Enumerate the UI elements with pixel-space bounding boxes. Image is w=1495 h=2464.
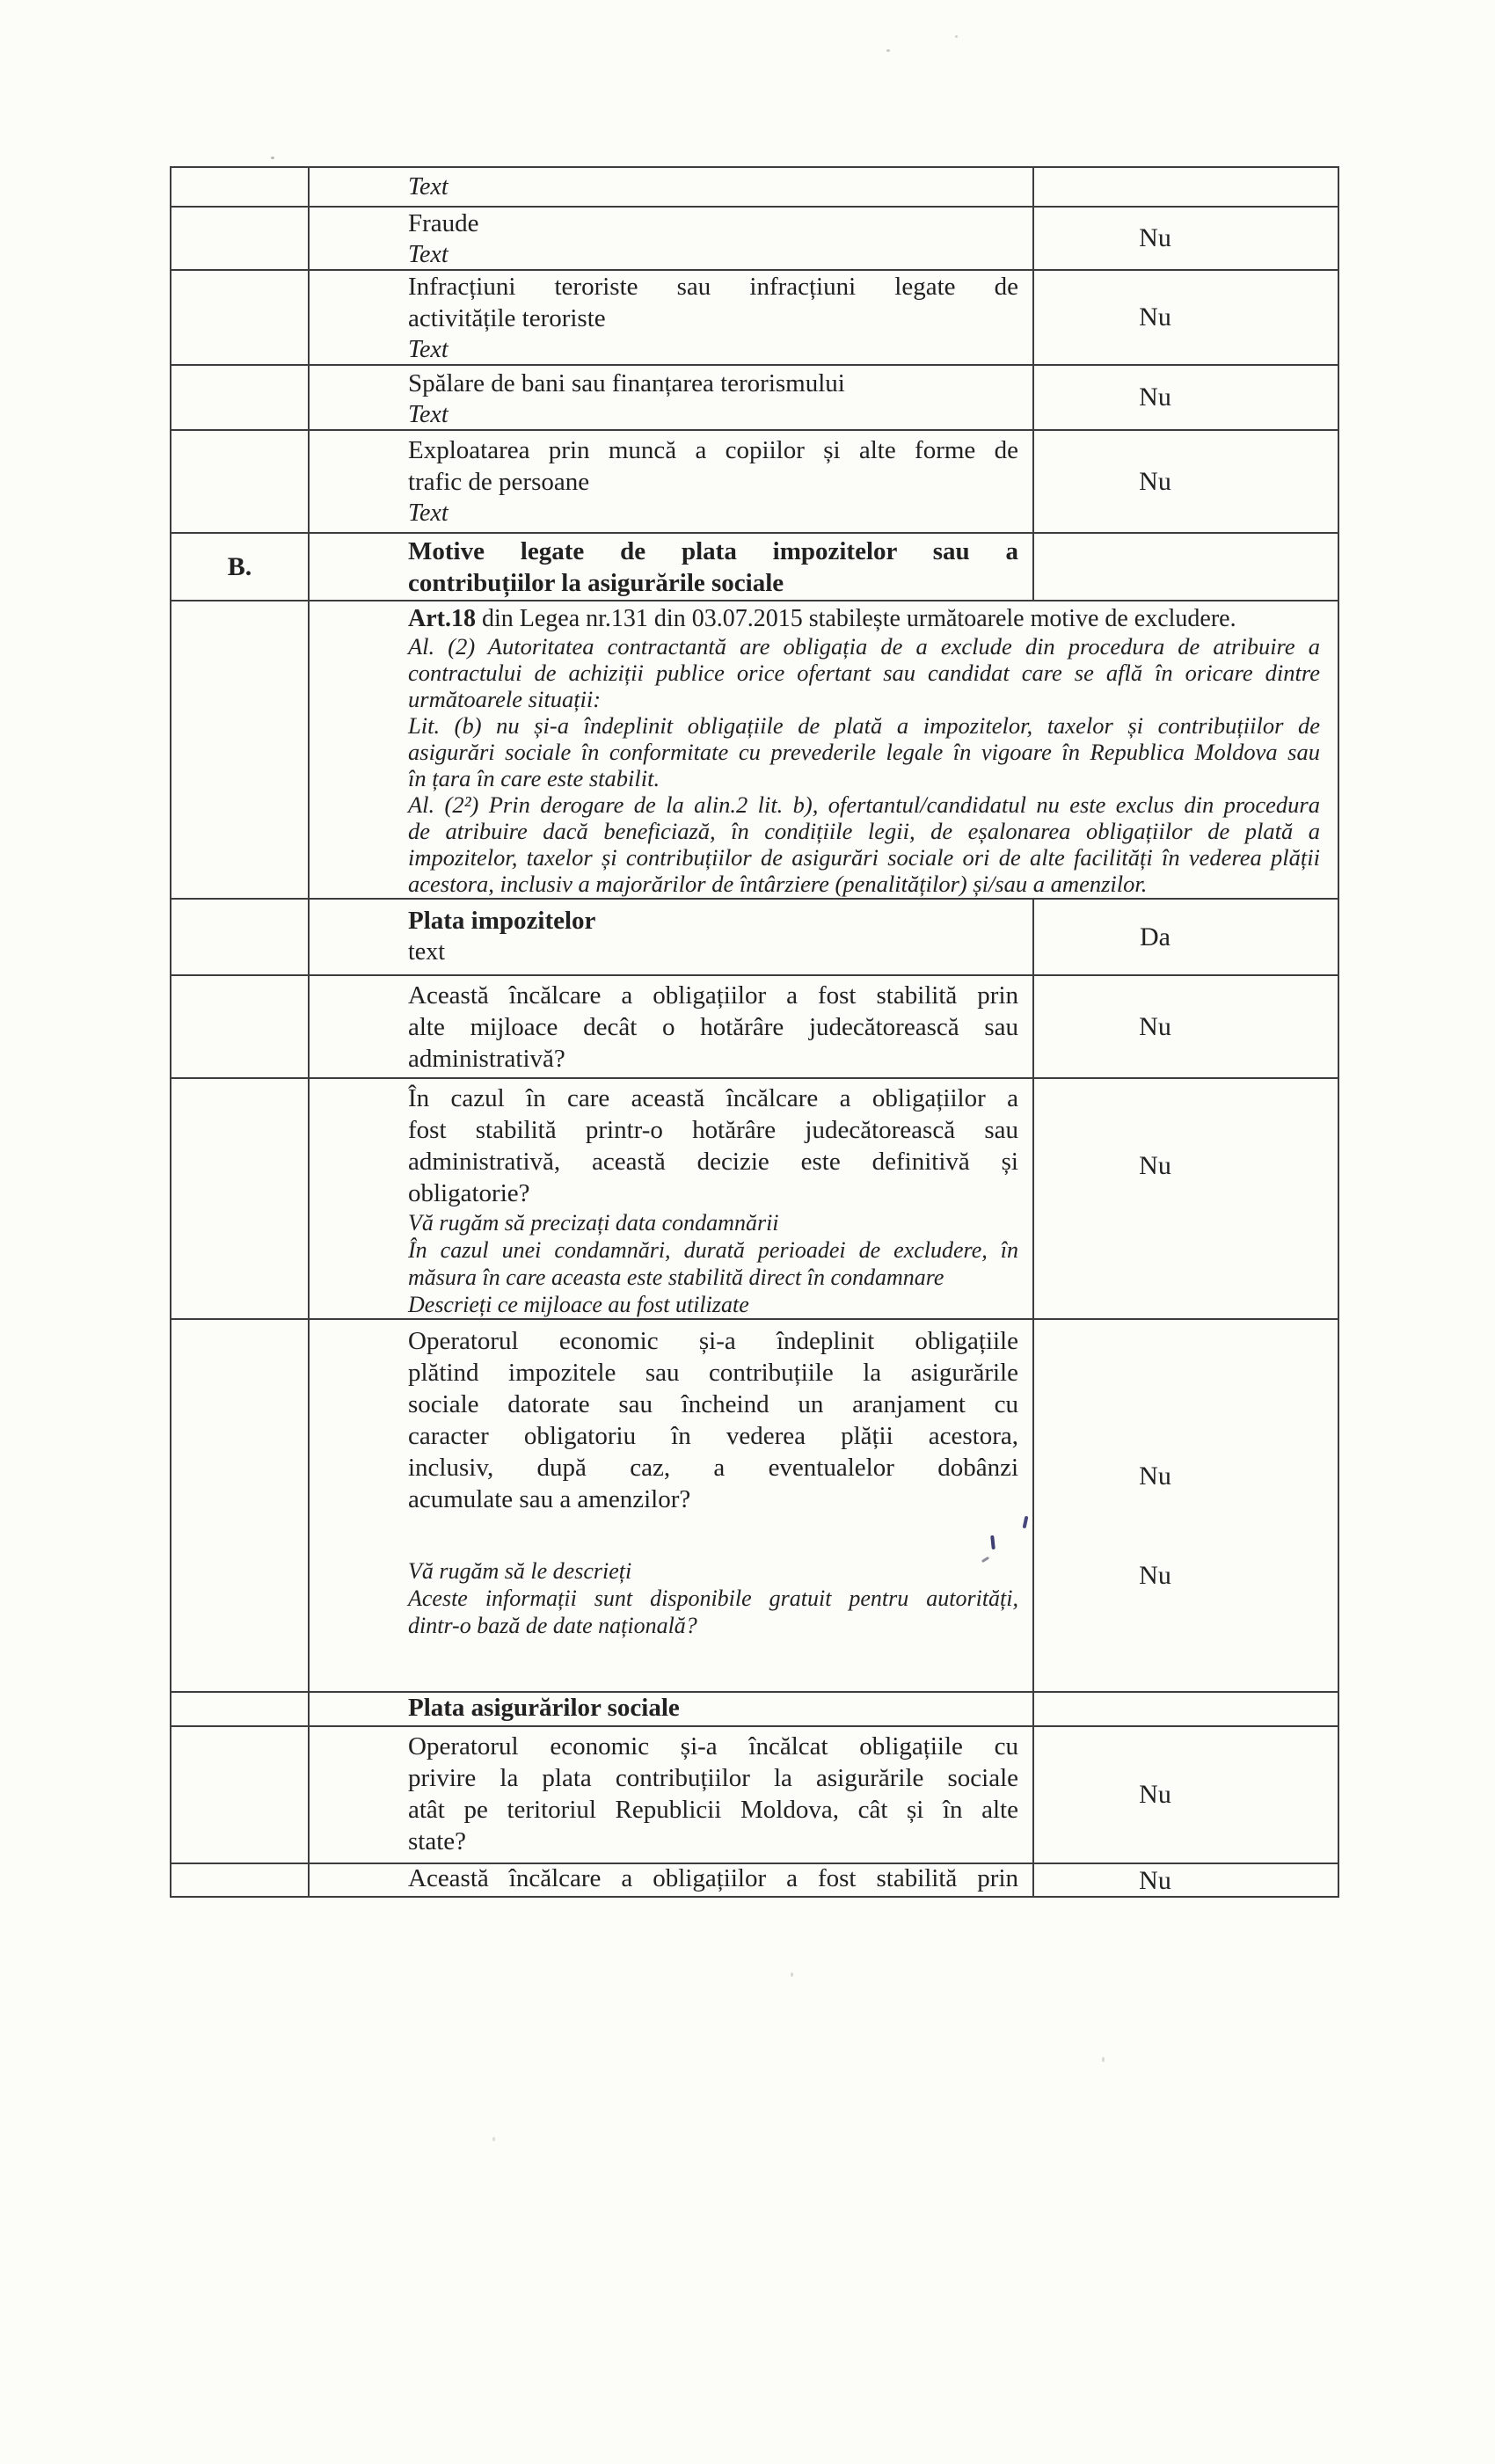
answer-value: Nu bbox=[1139, 1865, 1171, 1895]
letter-cell bbox=[171, 900, 308, 974]
legal-line: asigurări sociale în conformitate cu prevederile legale în vigoare în Republica Moldova sau bbox=[408, 739, 1320, 765]
question-line: administrativă? bbox=[408, 1045, 565, 1073]
letter-cell bbox=[171, 534, 308, 600]
letter-cell bbox=[171, 1727, 308, 1863]
letter-cell bbox=[171, 208, 308, 269]
note-line: În cazul unei condamnări, durată perioadei de excludere, în bbox=[408, 1237, 1018, 1263]
subsection-title: Plata impozitelor bbox=[408, 907, 596, 935]
question-cell bbox=[308, 1727, 1032, 1863]
answer-value-secondary: Nu bbox=[1139, 1561, 1171, 1590]
legal-line: următoarele situații: bbox=[408, 686, 602, 712]
table-row-social-breach bbox=[171, 1727, 1338, 1864]
table-row-legal-citation bbox=[171, 601, 1338, 900]
legal-intro-line bbox=[408, 605, 1320, 633]
question-cell bbox=[308, 1320, 1032, 1691]
answer-cell bbox=[1032, 168, 1338, 206]
field-placeholder: Text bbox=[408, 401, 448, 428]
question-cell bbox=[308, 366, 1032, 429]
question-line: Operatorul economic și-a îndeplinit obligațiile bbox=[408, 1327, 1018, 1355]
legal-text-cell bbox=[308, 601, 1338, 898]
answer-cell bbox=[1032, 900, 1338, 974]
answer-cell bbox=[1032, 271, 1338, 364]
question-cell bbox=[308, 900, 1032, 974]
legal-line: în țara în care este stabilit. bbox=[408, 765, 660, 791]
question-line: În cazul în care această încălcare a obligațiilor a bbox=[408, 1084, 1018, 1112]
field-placeholder: text bbox=[408, 938, 445, 966]
table-row-fulfilled-obligations bbox=[171, 1320, 1338, 1693]
question-line: acumulate sau a amenzilor? bbox=[408, 1485, 691, 1513]
question-line: atât pe teritoriul Republicii Moldova, cât și în alte bbox=[408, 1796, 1018, 1824]
question-cell bbox=[308, 168, 1032, 206]
subsection-title: Plata asigurărilor sociale bbox=[408, 1694, 680, 1722]
letter-cell bbox=[171, 1693, 308, 1725]
table-row-header bbox=[171, 168, 1338, 208]
question-line: Această încălcare a obligațiilor a fost stabilită prin bbox=[408, 981, 1018, 1010]
answer-cell bbox=[1032, 208, 1338, 269]
table-row-fraud bbox=[171, 208, 1338, 271]
question-line: sociale datorate sau încheind un aranjament cu bbox=[408, 1390, 1018, 1418]
answer-cell bbox=[1032, 1079, 1338, 1318]
legal-line: impozitelor, taxelor și contribuțiilor de asigurări sociale ori de alte facilități în vederea plății bbox=[408, 844, 1320, 871]
question-line: state? bbox=[408, 1827, 467, 1855]
note-line: Vă rugăm să le descrieți bbox=[408, 1558, 632, 1584]
section-letter: B. bbox=[227, 551, 252, 581]
note-line: măsura în care aceasta este stabilită direct în condamnare bbox=[408, 1265, 944, 1290]
scan-speck bbox=[955, 35, 958, 38]
answer-cell bbox=[1032, 431, 1338, 532]
answer-cell bbox=[1032, 534, 1338, 600]
scan-speck bbox=[791, 1972, 793, 1977]
answer-value: Da bbox=[1140, 922, 1170, 951]
question-cell bbox=[308, 271, 1032, 364]
table-row-child-labour bbox=[171, 431, 1338, 534]
table-row-tax-payment bbox=[171, 900, 1338, 976]
scan-speck bbox=[492, 2137, 495, 2141]
letter-cell bbox=[171, 601, 308, 898]
answer-cell bbox=[1032, 976, 1338, 1077]
letter-cell bbox=[171, 366, 308, 429]
question-line: trafic de persoane bbox=[408, 468, 590, 496]
table-row-court-decision bbox=[171, 1079, 1338, 1320]
legal-line: Al. (2) Autoritatea contractantă are obligația de a exclude din procedura de atribuire a bbox=[408, 633, 1320, 660]
answer-cell bbox=[1032, 366, 1338, 429]
letter-cell bbox=[171, 271, 308, 364]
scan-speck bbox=[271, 157, 274, 159]
letter-cell bbox=[171, 1864, 308, 1896]
question-line: Spălare de bani sau finanțarea terorismului bbox=[408, 369, 845, 397]
answer-value: Nu bbox=[1139, 466, 1171, 496]
note-line: Vă rugăm să precizați data condamnării bbox=[408, 1210, 779, 1236]
letter-cell bbox=[171, 431, 308, 532]
question-cell bbox=[308, 431, 1032, 532]
note-line: Descrieți ce mijloace au fost utilizate bbox=[408, 1292, 749, 1317]
answer-value: Nu bbox=[1139, 303, 1171, 332]
legal-line: contractului de achiziții publice orice ofertant sau candidat care se află în oricare dintre bbox=[408, 660, 1320, 686]
answer-value: Nu bbox=[1139, 1462, 1171, 1491]
table-row-social-insurance-heading bbox=[171, 1693, 1338, 1727]
answer-cell bbox=[1032, 1864, 1338, 1896]
question-line: Infracțiuni teroriste sau infracțiuni legate de bbox=[408, 273, 1018, 301]
section-title-line: contribuțiilor la asigurările sociale bbox=[408, 569, 784, 597]
question-line: Această încălcare a obligațiilor a fost stabilită prin bbox=[408, 1864, 1018, 1892]
legal-line: Al. (2²) Prin derogare de la alin.2 lit. b), ofertantul/candidatul nu este exclus din procedura bbox=[408, 791, 1320, 818]
question-line: fost stabilită printr-o hotărâre judecătorească sau bbox=[408, 1116, 1018, 1144]
section-title-line: Motive legate de plata impozitelor sau a bbox=[408, 537, 1018, 565]
answer-value: Nu bbox=[1139, 1011, 1171, 1041]
table-row-terrorism bbox=[171, 271, 1338, 366]
table-row-other-means bbox=[171, 976, 1338, 1079]
question-cell bbox=[308, 1864, 1032, 1896]
answer-value: Nu bbox=[1139, 1780, 1171, 1809]
letter-cell bbox=[171, 168, 308, 206]
question-cell bbox=[308, 208, 1032, 269]
question-line: alte mijloace decât o hotărâre judecătorească sau bbox=[408, 1013, 1018, 1041]
question-line: inclusiv, după caz, a eventualelor dobânzi bbox=[408, 1454, 1018, 1482]
question-line: activitățile teroriste bbox=[408, 304, 606, 332]
exclusion-grounds-table bbox=[170, 166, 1339, 1898]
answer-value: Nu bbox=[1139, 383, 1171, 412]
section-title-cell bbox=[308, 534, 1032, 600]
answer-cell bbox=[1032, 1320, 1338, 1691]
question-cell bbox=[308, 1079, 1032, 1318]
section-title-cell bbox=[308, 1693, 1032, 1725]
legal-article-ref: Art.18 bbox=[408, 605, 476, 632]
answer-cell bbox=[1032, 1693, 1338, 1725]
note-line: Aceste informații sunt disponibile gratuit pentru autorități, bbox=[408, 1586, 1018, 1611]
question-cell bbox=[308, 976, 1032, 1077]
answer-value: Nu bbox=[1139, 1151, 1171, 1180]
question-line: caracter obligatoriu în vederea plății acestora, bbox=[408, 1422, 1018, 1450]
field-placeholder: Text bbox=[408, 499, 448, 527]
spacer bbox=[408, 1515, 1018, 1557]
question-line: Fraude bbox=[408, 209, 479, 237]
question-line: Exploatarea prin muncă a copiilor și alte forme de bbox=[408, 436, 1018, 464]
answer-value: Nu bbox=[1139, 223, 1171, 252]
letter-cell bbox=[171, 1320, 308, 1691]
letter-cell bbox=[171, 1079, 308, 1318]
scan-speck bbox=[886, 49, 890, 52]
field-placeholder: Text bbox=[408, 336, 448, 363]
scan-speck bbox=[1102, 2057, 1105, 2062]
legal-line: Lit. (b) nu și-a îndeplinit obligațiile de plată a impozitelor, taxelor și contribuțiilor de bbox=[408, 712, 1320, 739]
question-line: plătind impozitele sau contribuțiile la asigurările bbox=[408, 1359, 1018, 1387]
table-row-section-b bbox=[171, 534, 1338, 601]
note-line: dintr-o bază de date națională? bbox=[408, 1613, 697, 1638]
question-line: administrativă, această decizie este definitivă și bbox=[408, 1148, 1018, 1176]
legal-line: de atribuire dacă beneficiază, în condițiile legii, de eșalonarea obligațiilor de plată a bbox=[408, 818, 1320, 844]
answer-cell bbox=[1032, 1727, 1338, 1863]
question-line: Operatorul economic și-a încălcat obligațiile cu bbox=[408, 1732, 1018, 1761]
table-row-money-laundering bbox=[171, 366, 1338, 431]
question-line: obligatorie? bbox=[408, 1179, 530, 1207]
legal-line: acestora, inclusiv a majorărilor de întârziere (penalităților) și/sau a amenzilor. bbox=[408, 871, 1148, 897]
question-line: privire la plata contribuțiilor la asigurările sociale bbox=[408, 1764, 1018, 1792]
table-row-final bbox=[171, 1864, 1338, 1896]
letter-cell bbox=[171, 976, 308, 1077]
field-placeholder: Text bbox=[408, 241, 448, 268]
field-placeholder: Text bbox=[408, 173, 448, 200]
legal-intro-rest: din Legea nr.131 din 03.07.2015 stabilește următoarele motive de excludere. bbox=[475, 605, 1236, 632]
